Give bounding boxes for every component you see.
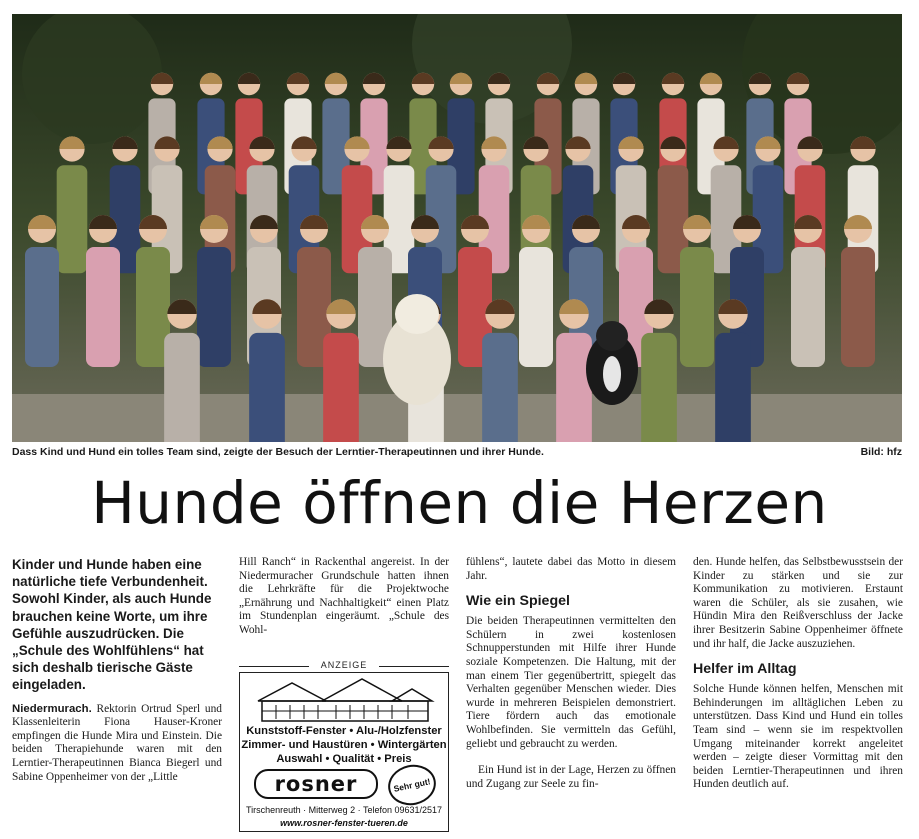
- column2-body: Hill Ranch“ in Rackenthal angereist. In der Niedermuracher Grundschule hatten ihnen die Lehrkräfte für die Projektwoche „Ernährung und Nachhaltigkeit“ einen Platz im Stundenplan eingeräumt. „Schule des Wohl-: [239, 556, 449, 636]
- ad-label: ANZEIGE: [239, 660, 449, 670]
- article-column-3: [466, 556, 676, 791]
- column4-para-2: Solche Hunde können helfen, Menschen mit Behinderungen im alltäglichen Leben zu unterstützen. Dass Kind und Hund ein tolles Team sind – wenn sie im respektvollen Umgang miteinander korrekt angeleitet werden – zeigte dieser Vormittag mit den beiden Lerntier-Therapeutinnen und ihren Hunden deutlich auf.: [693, 683, 903, 791]
- column1-body-text: Rektorin Ortrud Sperl und Klassenleiterin Fiona Hauser-Kroner empfingen die Hunde Mira und Einstein. Die beiden Therapiehunde waren mit den Lerntier-Therapeutinnen Bianca Biegerl und Sabine Oppenheimer von der „Little: [12, 702, 222, 783]
- article-column-2: [239, 556, 449, 638]
- advertisement[interactable]: [239, 660, 449, 832]
- ad-box: [239, 672, 449, 832]
- subhead-wie-ein-spiegel: Wie ein Spiegel: [466, 593, 570, 610]
- photo-caption: Dass Kind und Hund ein tolles Team sind, zeigte der Besuch der Lerntier-Therapeutinnen und ihrer Hunde.: [12, 446, 544, 458]
- subhead-helfer-im-alltag: Helfer im Alltag: [693, 661, 797, 678]
- column1-body: [12, 703, 222, 785]
- ad-address: Tirschenreuth · Mitterweg 2 · Telefon 09631/2517: [245, 805, 443, 815]
- ad-products-line-1: Kunststoff-Fenster • Alu-/Holzfenster: [246, 725, 442, 737]
- building-illustration: [252, 675, 436, 723]
- article-column-1: [12, 556, 222, 784]
- photo-credit: Bild: hfz: [860, 446, 902, 458]
- group-photo: [12, 14, 902, 442]
- headline: Hunde öffnen die Herzen: [91, 469, 828, 537]
- column3-para-1: fühlens“, lautete dabei das Motto in diesem Jahr.: [466, 556, 676, 582]
- ad-products-line-2: Zimmer- und Haustüren • Wintergärten: [241, 739, 447, 751]
- sehr-gut-badge: Sehr gut!: [384, 760, 439, 809]
- column4-para-1: den. Hunde helfen, das Selbstbewusstsein der Kinder zu stärken und sie zur Kommunikation zu motivieren. Erstaunt waren die Schüler, als sie zusahen, wie Hündin Mira den Reißverschluss der Jacke ihrer Besitzerin Sabine Oppenheimer öffnete und ihr half, die Jacke auszuziehen.: [693, 556, 903, 650]
- column3-para-2: Die beiden Therapeutinnen vermittelten den Schülern in zwei kostenlosen Schnupperstunden mit Hilfe ihrer Hunde soziale Kompetenzen. Die Haltung, mit der man einem Tier gegenübertritt, spiegelt das Verhalten gegenüber Menschen wieder. Dies wurde in mehreren Beispielen demonstriert. Tiere fördern auch das emotionale Wohlbefinden. Sie vermitteln das Gefühl, geliebt und gebraucht zu werden.: [466, 615, 676, 750]
- dateline: Niedermurach.: [12, 702, 92, 715]
- ad-website-link[interactable]: www.rosner-fenster-tueren.de: [280, 818, 408, 828]
- article-column-4: [693, 556, 903, 792]
- photo-caption-row: [12, 446, 902, 462]
- rosner-logo: rosner: [254, 769, 378, 799]
- column3-para-3: Ein Hund ist in der Lage, Herzen zu öffnen und Zugang zur Seele zu fin-: [466, 764, 676, 790]
- ad-slogan: Auswahl • Qualität • Preis: [276, 753, 412, 765]
- intro-text: Kinder und Hunde haben eine natürliche tiefe Verbundenheit. Sowohl Kinder, als auch Hunde brauchen keine Worte, um ihre Gefühle auszudrücken. Die „Schule des Wohlfühlens“ hat sich deshalb tierische Gäste eingeladen.: [12, 557, 212, 693]
